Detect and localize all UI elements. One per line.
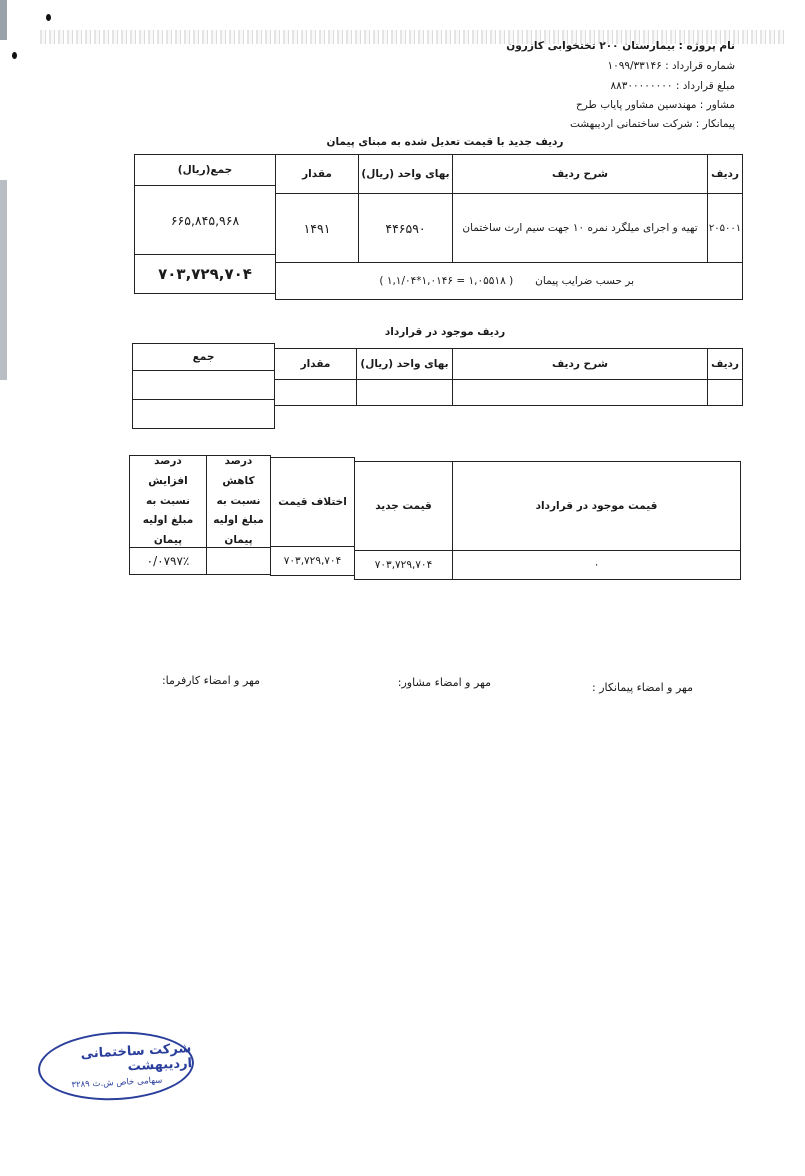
- t2-empty-cell: [452, 379, 708, 406]
- grand-total: ۷۰۳,۷۲۹,۷۰۴: [134, 254, 276, 294]
- t2-empty-cell: [274, 379, 357, 406]
- col-description-header: شرح ردیف: [452, 154, 708, 194]
- table1-title: ردیف جدید با قیمت تعدیل شده به مبنای پیمان: [326, 136, 564, 148]
- increase-percent-value: ۰/۰۷۹۷٪: [129, 547, 207, 575]
- table2-title: ردیف موجود در قرارداد: [384, 326, 506, 338]
- existing-price-value: ۰: [452, 550, 741, 580]
- contractor: پیمانکار : شرکت ساختمانی اردیبهشت: [569, 118, 735, 130]
- project-name: نام پروژه : بیمارستان ۲۰۰ تختخوابی کازرون: [506, 40, 735, 52]
- new-price-header: قیمت جدید: [354, 461, 453, 551]
- coefficient-note: بر حسب ضرایب پیمان: [535, 275, 634, 287]
- scan-edge-top: [0, 0, 7, 40]
- contract-amount: مبلغ قرارداد : ۸۸۳۰۰۰۰۰۰۰۰: [610, 80, 735, 92]
- t2-col-description-header: شرح ردیف: [452, 348, 708, 380]
- contractor-signature: مهر و امضاء پیمانکار :: [592, 681, 693, 694]
- row-quantity: ۱۴۹۱: [275, 193, 359, 263]
- col-quantity-header: مقدار: [275, 154, 359, 194]
- row-unit-price: ۴۴۶۵۹۰: [358, 193, 453, 263]
- scan-dot: [12, 52, 17, 59]
- decrease-percent-header: درصد کاهش نسبت به مبلغ اولیه پیمان: [206, 455, 271, 548]
- row-description: تهیه و اجرای میلگرد نمره ۱۰ جهت سیم ارت ساختمان: [452, 193, 708, 263]
- col-unit-price-header: بهای واحد (ریال): [358, 154, 453, 194]
- existing-price-header: قیمت موجود در قرارداد: [452, 461, 741, 551]
- t2-col-unit-price-header: بهای واحد (ریال): [356, 348, 453, 380]
- t2-empty-cell: [707, 379, 743, 406]
- price-difference-value: ۷۰۳,۷۲۹,۷۰۴: [270, 546, 355, 576]
- t2-col-quantity-header: مقدار: [274, 348, 357, 380]
- company-stamp: [36, 1028, 195, 1104]
- price-difference-header: اختلاف قیمت: [270, 457, 355, 547]
- consultant-signature: مهر و امضاء مشاور:: [397, 676, 491, 689]
- stamp-registration: سهامی خاص ش.ث ۳۲۸۹: [71, 1075, 163, 1090]
- t2-empty-cell: [132, 370, 275, 400]
- coefficient-row: [275, 262, 743, 300]
- row-total: ۶۶۵,۸۴۵,۹۶۸: [134, 185, 276, 255]
- employer-signature: مهر و امضاء کارفرما:: [161, 674, 260, 687]
- row-code: ۲۰۵۰۰۱: [707, 193, 743, 263]
- increase-percent-header: درصد افزایش نسبت به مبلغ اولیه پیمان: [129, 455, 207, 548]
- new-price-value: ۷۰۳,۷۲۹,۷۰۴: [354, 550, 453, 580]
- col-row-header: ردیف: [707, 154, 743, 194]
- t2-col-row-header: ردیف: [707, 348, 743, 380]
- stamp-company-name: شرکت ساختمانی اردیبهشت: [80, 1040, 193, 1074]
- t2-col-total-header: [132, 343, 275, 371]
- scan-dot: [46, 14, 51, 21]
- consultant: مشاور : مهندسین مشاور پایاب طرح: [575, 99, 735, 111]
- t2-empty-cell: [356, 379, 453, 406]
- contract-number: شماره قرارداد : ۱۰۹۹/۳۳۱۴۶: [607, 60, 735, 72]
- t2-total-label: جمع: [192, 351, 215, 363]
- scan-edge-left: [0, 180, 7, 380]
- coefficient-formula: ( ۱,۰۵۵۱۸ = ۱,۰۱۴۶*۱,۱/۰۴ ): [379, 275, 514, 287]
- t2-empty-cell: [132, 399, 275, 429]
- col-total-header: جمع(ریال): [134, 154, 276, 186]
- decrease-percent-value: [206, 547, 271, 575]
